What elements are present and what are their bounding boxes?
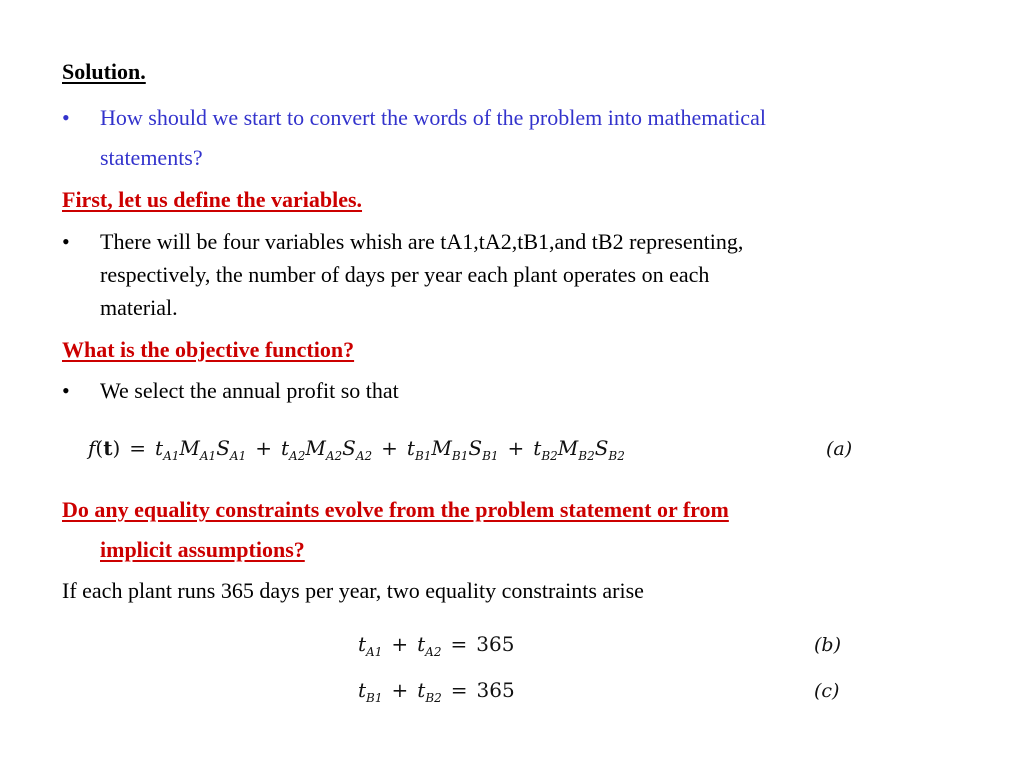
variables-line-2: respectively, the number of days per year each plant operates on each (100, 262, 710, 287)
solution-heading: Solution. (62, 59, 146, 84)
question-text (100, 98, 1000, 178)
objective-text: We select the annual profit so that (100, 378, 399, 403)
equation-a: $f(t) = t_{A1}M_{A1}S_{A1} + t_{A2}M_{A2}S_{A2} + t_{B1}M_{B1}S_{B1} + t_{B2}M_{B2}S_{B2}$ (88, 436, 625, 463)
eq-a-argument: t (103, 436, 113, 460)
constraints-text: If each plant runs 365 days per year, two equality constraints arise (62, 578, 644, 603)
variables-line-1: There will be four variables whish are tA1,tA2,tB1,and tB2 representing, (100, 229, 744, 254)
eq-c-rhs: 365 (476, 678, 515, 702)
question-line-2: statements? (100, 145, 203, 170)
equation-b-label: (b) (814, 634, 841, 656)
constraints-heading (62, 490, 1002, 570)
objective-heading: What is the objective function? (62, 337, 355, 362)
equation-c: $t_{B1} + t_{B2} = 365$ (358, 678, 515, 705)
equation-c-label: (c) (814, 680, 840, 702)
variables-line-3: material. (100, 295, 178, 320)
question-line-1: How should we start to convert the words of the problem into mathematical (100, 105, 766, 130)
constraints-heading-line-2: implicit assumptions? (100, 537, 305, 562)
define-variables-heading: First, let us define the variables. (62, 187, 363, 212)
constraints-heading-line-1: Do any equality constraints evolve from the problem statement or from (62, 497, 729, 522)
bullet-marker: • (62, 378, 70, 403)
equation-b: $t_{A1} + t_{A2} = 365$ (358, 632, 515, 659)
equation-a-label: (a) (826, 438, 853, 460)
eq-a-function: f (88, 436, 96, 460)
bullet-marker: • (62, 105, 70, 130)
bullet-marker: • (62, 229, 70, 254)
variables-text (100, 225, 1000, 324)
eq-b-rhs: 365 (476, 632, 515, 656)
